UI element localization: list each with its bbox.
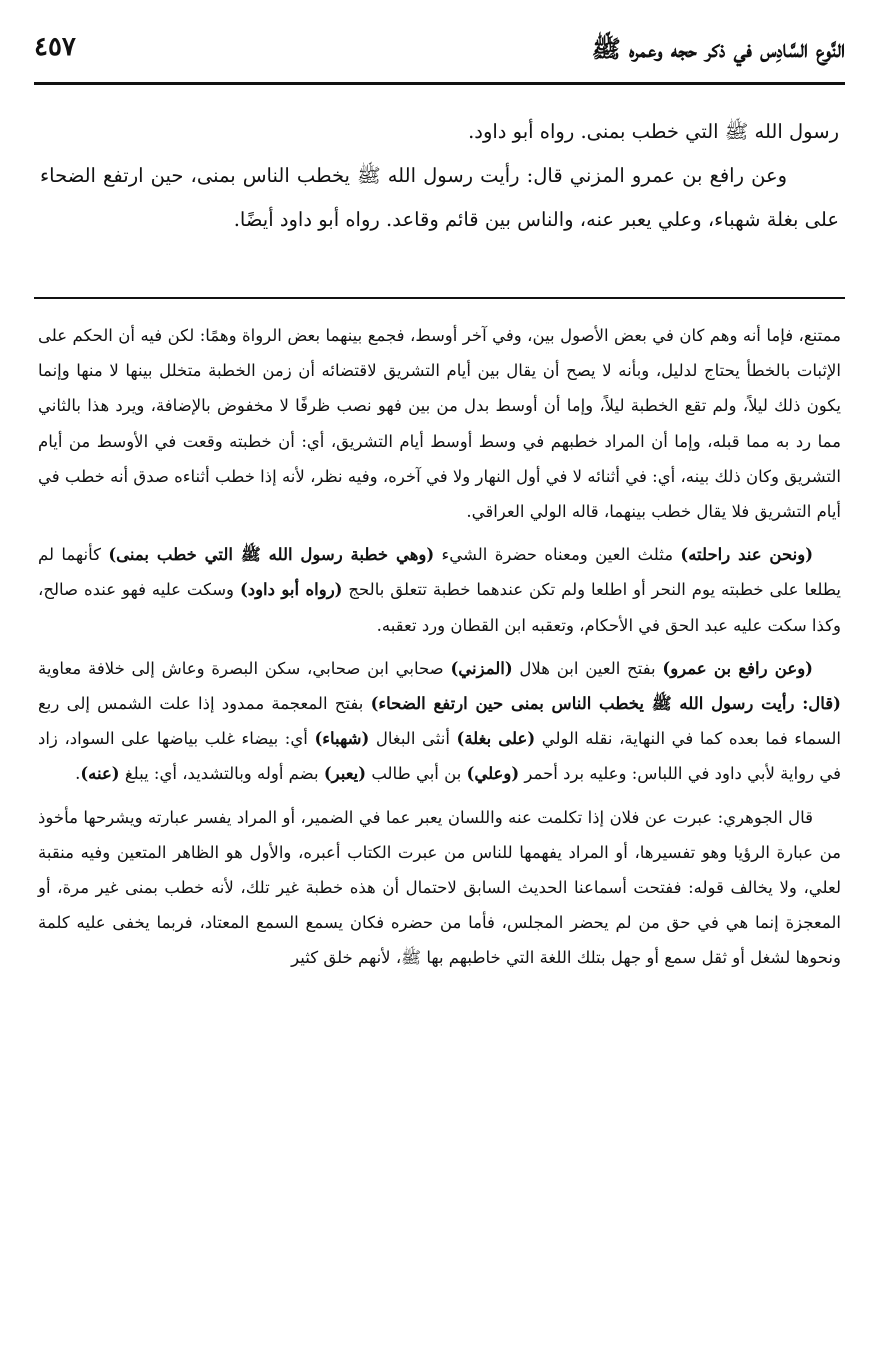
commentary-paragraph xyxy=(38,651,841,792)
hadith-paragraph: وعن رافع بن عمرو المزني قال: رأيت رسول الله ﷺ يخطب الناس بمنى، حين ارتفع الضحاء على بغلة شهباء، وعلي يعبر عنه، والناس بين قائم وقاعد. رواه أبو داود أيضًا. xyxy=(40,164,839,231)
quoted-text: (ونحن عند راحلته) xyxy=(680,545,813,565)
page-number: ٤٥٧ xyxy=(34,32,76,62)
explanation-text: بن أبي طالب xyxy=(366,764,467,784)
quoted-text: (على بغلة) xyxy=(456,729,536,749)
explanation-text: وسكت عليه فهو عنده صالح، وكذا سكت عليه عبد الحق في الأحكام، وتعقبه ابن القطان ورد تعقبه. xyxy=(38,580,841,635)
quoted-text: (رواه أبو داود) xyxy=(239,580,343,600)
commentary-paragraph xyxy=(38,537,841,643)
quoted-text: (عنه) xyxy=(80,764,120,784)
quoted-text: (وعلي) xyxy=(466,764,520,784)
running-title: النَّوع السَّادِس في ذكر حجه وعمره ﷺ xyxy=(591,34,845,63)
explanation-text: أي: بيضاء غلب بياضها على السواد، زاد في رواية لأبي داود في اللباس: وعليه برد أحمر xyxy=(38,729,841,784)
explanation-text: . xyxy=(75,764,81,784)
quoted-text: (المزني) xyxy=(450,658,513,678)
explanation-text: بفتح العين ابن هلال xyxy=(512,658,663,678)
page-header xyxy=(34,30,845,85)
explanation-text: بضم أوله وبالتشديد، أي: يبلغ xyxy=(119,764,324,784)
quoted-text: (شهباء) xyxy=(314,729,370,749)
explanation-text: كأنهما لم يطلعا على خطبته يوم النحر أو اطلعا ولم تكن عندهما خطبة تتعلق بالحج xyxy=(38,545,842,600)
explanation-text: مثلث العين ومعناه حضرة الشيء xyxy=(434,545,681,565)
explanation-text: بفتح المعجمة ممدود إذا علت الشمس إلى ربع السماء فما بعده كما في النهاية، نقله الولي xyxy=(38,694,842,749)
quoted-text: (وهي خطبة رسول الله ﷺ التي خطب بمنى) xyxy=(108,545,435,565)
hadith-paragraph: رسول الله ﷺ التي خطب بمنى. رواه أبو داود. xyxy=(468,120,839,143)
quoted-text: (يعبر) xyxy=(323,764,367,784)
commentary-text xyxy=(38,318,841,976)
footnote-separator xyxy=(34,297,845,299)
quoted-text: (قال: رأيت رسول الله ﷺ يخطب الناس بمنى حين ارتفع الضحاء) xyxy=(370,694,841,714)
commentary-paragraph: قال الجوهري: عبرت عن فلان إذا تكلمت عنه واللسان يعبر عما في الضمير، أو المراد يفسر عبارته ويشرحها مأخوذ من عبارة الرؤيا وهو تفسيرها، أو المراد يفهمها للناس من عبرت الكتاب أعبره، والأول هو الظاهر المتعين وفيه منقبة لعلي، ولا يخالف قوله: ففتحت أسماعنا الحديث السابق لاحتمال أن هذه خطبة غير تلك، لأنه خطب بمنى غير مرة، أو المعجزة إنما هي في حق من لم يحضر المجلس، فأما من حضره فكان يسمع السمع المعتاد، فربما يخفى عليه كلمة ونحوها لشغل أو ثقل سمع أو جهل بتلك اللغة التي خاطبهم بها ﷺ، لأنهم خلق كثير xyxy=(38,807,841,968)
hadith-text xyxy=(40,110,839,242)
commentary-paragraph: ممتنع، فإما أنه وهم كان في بعض الأصول بين، وفي آخر أوسط، فجمع بينهما بعض الرواة وهمًا: لكن فيه أن الحكم على الإثبات بالخطأ يحتاج لدليل، وبأنه لا يصح أن يقال بين أيام التشريق لاقتضائه أن زمن الخطبة متخلل بينها لا منها وإنما يكون ذلك ليلاً، ولم تقع الخطبة ليلاً، وإما أن أوسط بدل من بين فهو نصب ظرفًا لا مخفوض بالإضافة، ويرد هذا بالثاني مما رد به مما قبله، وإما أن المراد خطبهم في وسط أوسط أيام التشريق، أي: أن خطبته وقعت في الأوسط من أيام التشريق وكان ذلك بينه، أي: في أثنائه لا في أول النهار ولا في آخره، وفيه نظر، لأنه إذا خطب أثناءه صدق أنه خطب في أيام التشريق فلا يقال خطب بينهما، قاله الولي العراقي. xyxy=(38,326,841,522)
quoted-text: (وعن رافع بن عمرو) xyxy=(662,658,813,678)
explanation-text: صحابي ابن صحابي، سكن البصرة وعاش إلى خلافة معاوية xyxy=(38,658,451,678)
explanation-text: أنثى البغال xyxy=(369,729,457,749)
